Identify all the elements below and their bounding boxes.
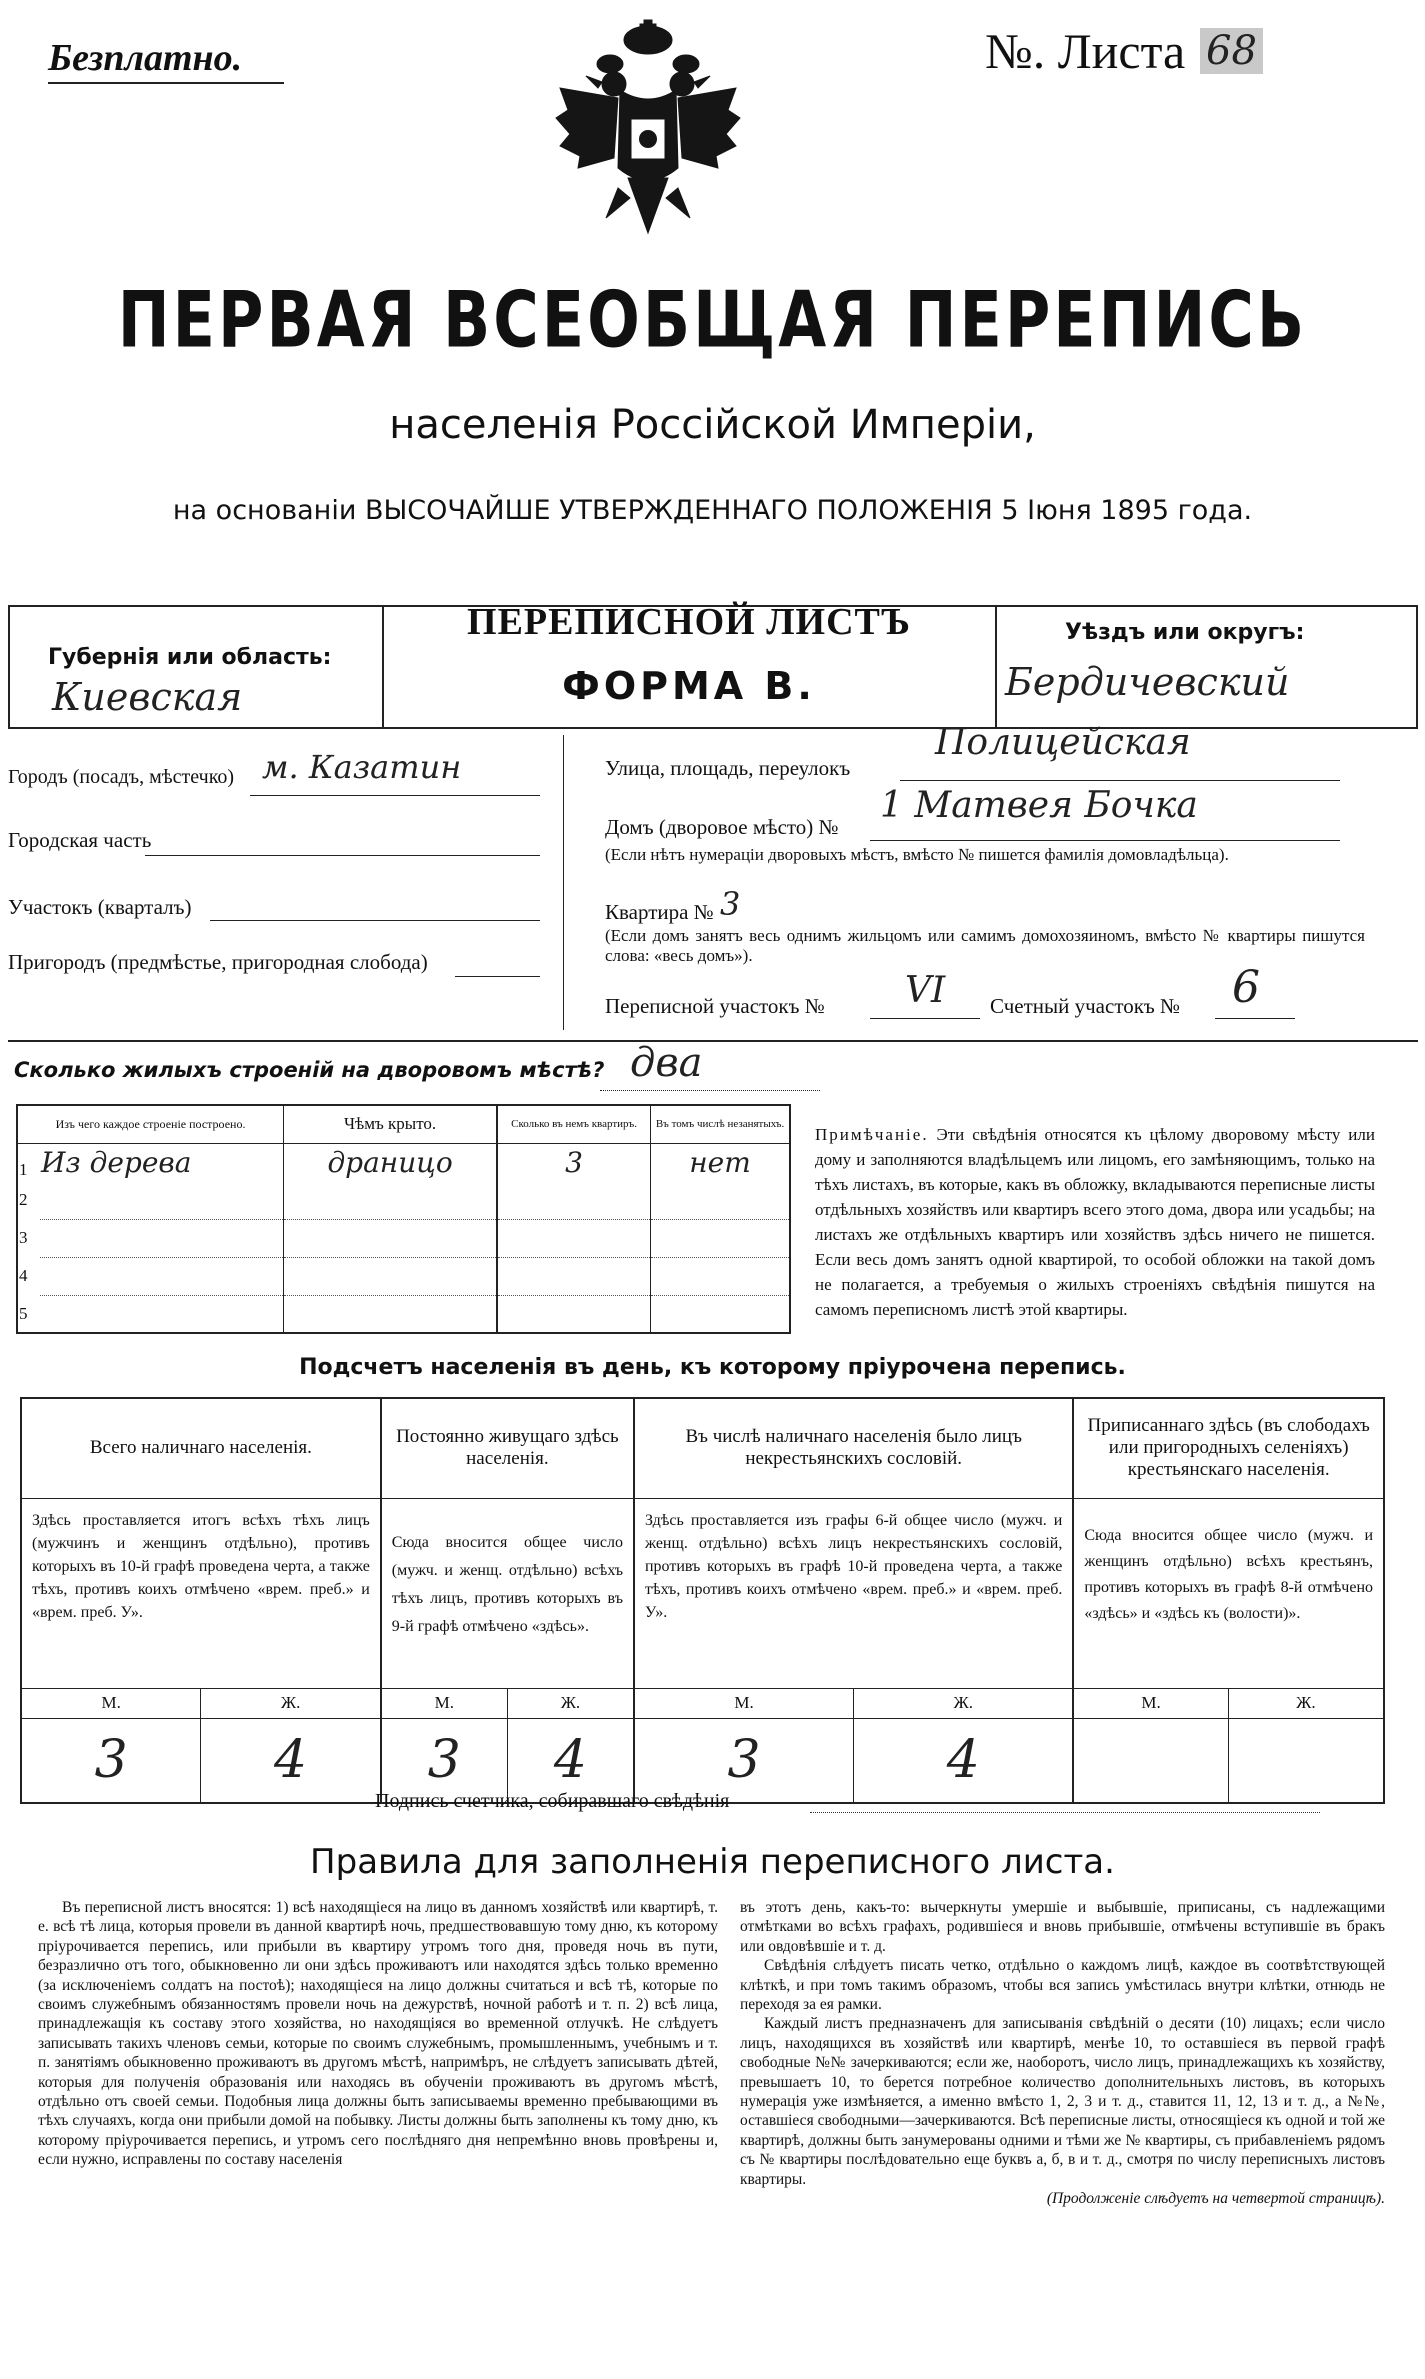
prigorod-label: Пригородъ (предмѣстье, пригородная слобода) bbox=[8, 950, 428, 974]
pop-permanent-m: 3 bbox=[381, 1718, 508, 1803]
buildings-col-roof: Чѣмъ крыто. bbox=[284, 1105, 498, 1143]
pop-m-label: М. bbox=[21, 1688, 201, 1718]
section-separator bbox=[8, 1040, 1418, 1042]
city-label: Городъ (посадъ, мѣстечко) bbox=[8, 766, 235, 788]
city-part-label: Городская часть bbox=[8, 828, 152, 852]
cell-apartments bbox=[497, 1181, 651, 1219]
pop-col-permanent-text: Сюда вносится общее число (мужч. и женщ. отдѣльно) всѣхъ тѣхъ лицъ, противъ которыхъ въ 9-й графѣ отмѣчено «здѣсь». bbox=[381, 1498, 634, 1688]
buildings-col-material: Изъ чего каждое строеніе построено. bbox=[17, 1105, 284, 1143]
apartment-label: Квартира № bbox=[605, 900, 714, 924]
population-table bbox=[20, 1397, 1385, 1804]
row-number: 1 bbox=[19, 1160, 28, 1179]
buildings-note-text: Эти свѣдѣнія относятся къ цѣлому дворовому мѣсту или дому и заполняются владѣльцемъ или лицомъ, его замѣняющимъ, только на тѣхъ листахъ, въ которые, какъ въ обложку, вкладываются переписные листы отдѣльныхъ хозяйствъ или квартиръ всего этого дома, двора или усадьбы; на листахъ же отдѣльныхъ квартиръ или хозяйствъ здѣсь ничего не пишется. Если весь домъ занятъ одной квартирой, то особой обложки на такой домъ не полагается, а требуемыя о жилыхъ строеніяхъ свѣдѣнія пишутся на самомъ переписномъ листѣ этой квартиры. bbox=[815, 1125, 1375, 1319]
house-value: 1 Матвея Бочка bbox=[880, 785, 1198, 826]
row-number: 5 bbox=[19, 1303, 28, 1323]
sheet-number-label: №. Листа bbox=[985, 23, 1186, 79]
pop-col-peasant-head: Приписаннаго здѣсь (въ слободахъ или пригородныхъ селеніяхъ) крестьянскаго населенія. bbox=[1073, 1398, 1384, 1498]
city-part-line bbox=[145, 855, 540, 856]
pop-f-label: Ж. bbox=[854, 1688, 1074, 1718]
buildings-note bbox=[815, 1122, 1375, 1322]
population-title: Подсчетъ населенія въ день, къ которому пріурочена перепись. bbox=[299, 1355, 1126, 1380]
cell-roof bbox=[284, 1295, 498, 1333]
cell-apartments bbox=[497, 1257, 651, 1295]
apartment-note: (Если домъ занятъ весь однимъ жильцомъ или самимъ домохозяиномъ, вмѣсто № квартиры пишутся слова: «весь домъ»). bbox=[605, 926, 1365, 965]
buildings-question: Сколько жилыхъ строеній на дворовомъ мѣстѣ? bbox=[14, 1058, 605, 1082]
free-underline bbox=[48, 82, 284, 84]
table-row bbox=[17, 1257, 790, 1295]
signature-line bbox=[810, 1812, 1320, 1813]
city-line bbox=[250, 795, 540, 796]
census-subtitle: населенія Россійской Имперіи, bbox=[389, 402, 1036, 448]
rules-paragraph: Каждый листъ предназначенъ для записыванія свѣдѣній о десяти (10) лицахъ; если число лицъ, находящихся въ хозяйствѣ или квартирѣ, менѣе 10, то оставшіеся въ первой графѣ свободные №№ зачеркиваются; если же, наоборотъ, число лицъ, принадлежащихъ къ хозяйству, превышаетъ 10, то берется потребное количество дополнительныхъ листовъ, въ которыхъ нумерація уже измѣняется, а именно вмѣсто 1, 2, 3 и т. д., ставится 11, 12, 13 и т. д., а №№, оставшіеся свободными—зачеркиваются. Всѣ переписные листы, относящіеся къ одной и той же квартирѣ, должны быть занумерованы одними и тѣми же № квартиры, съ прибавленіемъ рядомъ съ № квартиры послѣдовательно еще буквъ а, б, в и т. д., смотря по числу переписныхъ листовъ квартиры. bbox=[740, 2015, 1385, 2188]
rules-paragraph: Свѣдѣнія слѣдуетъ писать четко, отдѣльно о каждомъ лицѣ, каждое въ соотвѣтствующей клѣткѣ, и при томъ такимъ образомъ, чтобы вся запись умѣстилась внутри клѣтки, отнюдь не переходя за ея рамки. bbox=[740, 1957, 1385, 2014]
row-number: 4 bbox=[19, 1266, 28, 1285]
prigorod-line bbox=[455, 976, 540, 977]
count-district-value: 6 bbox=[1232, 962, 1260, 1013]
sheet-number-value: 68 bbox=[1200, 28, 1263, 74]
count-district-line bbox=[1215, 1018, 1295, 1019]
street-value: Полицейская bbox=[935, 722, 1191, 763]
pop-total-m: 3 bbox=[21, 1718, 201, 1803]
pop-m-label: М. bbox=[1073, 1688, 1228, 1718]
pop-peasant-f bbox=[1228, 1718, 1384, 1803]
table-row bbox=[17, 1219, 790, 1257]
address-divider bbox=[563, 735, 564, 1030]
cell-roof: драницо bbox=[284, 1143, 498, 1181]
cell-apartments bbox=[497, 1219, 651, 1257]
buildings-col-apartments: Сколько въ немъ квартиръ. bbox=[497, 1105, 651, 1143]
census-district-line bbox=[870, 1018, 980, 1019]
form-title: ПЕРЕПИСНОЙ ЛИСТЪ bbox=[467, 601, 911, 643]
gubernia-value: Киевская bbox=[52, 675, 243, 719]
street-label: Улица, площадь, переулокъ bbox=[605, 756, 851, 780]
cell-material bbox=[40, 1181, 284, 1219]
pop-f-label: Ж. bbox=[507, 1688, 634, 1718]
buildings-answer-line bbox=[600, 1090, 820, 1091]
table-row bbox=[17, 1143, 790, 1181]
free-label: Безплатно. bbox=[48, 37, 243, 79]
cell-vacant: нет bbox=[689, 1145, 751, 1179]
rules-title: Правила для заполненія переписного листа. bbox=[310, 1842, 1115, 1882]
cell-roof bbox=[284, 1181, 498, 1219]
form-subtitle: ФОРМА В. bbox=[562, 664, 816, 708]
uchastok-label: Участокъ (кварталъ) bbox=[8, 895, 192, 919]
rules-left-column: Въ переписной листъ вносятся: 1) всѣ находящіеся на лицо въ данномъ хозяйствѣ или квартирѣ, т. е. всѣ тѣ лица, которыя провели въ данной квартирѣ ночь, предшествовавшую тому дню, къ которому пріурочивается перепись, или прибыли въ квартиру утромъ того дня, проведя ночь въ пути, безразлично отъ того, обыкновенно ли они здѣсь проживаютъ или находятся здѣсь только временно (за исключеніемъ солдатъ на постоѣ); находящіеся на лицо должны считаться и всѣ тѣ, которые по своимъ служебнымъ обязанностямъ провели ночь на дежурствѣ, ночной работѣ и т. п. 2) всѣ лица, принадлежащія къ составу этого хозяйства, но находящіяся во временной отлучкѣ. Не слѣдуетъ записывать такихъ членовъ семьи, которые по своимъ служебнымъ, промышленнымъ, учебнымъ и т. п. занятіямъ обыкновенно проживаютъ въ другомъ мѣстѣ, напримѣръ, не слѣдуетъ записывать дѣтей, которыя для полученія образованія или находясь въ обученіи проживаютъ въ другомъ мѣстѣ, отдѣльно отъ своей семьи. Подобныя лица должны быть записываемы временно пребывающими въ тѣхъ случаяхъ, когда они прибыли домой на побывку. Листы должны быть заполнены къ тому дню, къ которому пріурочивается перепись, и утромъ сего послѣдняго дня непремѣнно вновь провѣрены и, если нужно, исправлены по составу населенія bbox=[38, 1899, 718, 2169]
row-number: 2 bbox=[19, 1190, 28, 1209]
census-district-value: VI bbox=[905, 970, 946, 1011]
apartment-value: 3 bbox=[720, 885, 741, 923]
house-note: (Если нѣтъ нумераціи дворовыхъ мѣстъ, вмѣсто № пишется фамилія домовладѣльца). bbox=[605, 845, 1229, 864]
gubernia-label: Губернія или область: bbox=[48, 645, 332, 670]
basis-line: на основаніи ВЫСОЧАЙШЕ УТВЕРЖДЕННАГО ПОЛОЖЕНІЯ 5 Іюня 1895 года. bbox=[172, 495, 1253, 526]
buildings-col-vacant: Въ томъ числѣ незанятыхъ. bbox=[651, 1105, 790, 1143]
buildings-table bbox=[16, 1104, 791, 1334]
pop-m-label: М. bbox=[634, 1688, 854, 1718]
cell-roof bbox=[284, 1257, 498, 1295]
uezd-label: Уѣздъ или округъ: bbox=[1065, 620, 1305, 645]
cell-vacant bbox=[651, 1295, 790, 1333]
pop-f-label: Ж. bbox=[201, 1688, 381, 1718]
street-line bbox=[900, 780, 1340, 781]
house-label: Домъ (дворовое мѣсто) № bbox=[605, 815, 839, 839]
cell-material bbox=[40, 1295, 284, 1333]
pop-total-f: 4 bbox=[201, 1718, 381, 1803]
city-value: м. Казатин bbox=[262, 748, 462, 786]
rules-right-column bbox=[740, 1898, 1385, 2209]
pop-nonpeasant-m: 3 bbox=[634, 1718, 854, 1803]
row-number: 3 bbox=[19, 1228, 28, 1247]
cell-material bbox=[40, 1257, 284, 1295]
pop-permanent-f: 4 bbox=[507, 1718, 634, 1803]
rules-continued: (Продолженіе слѣдуетъ на четвертой страницѣ). bbox=[1046, 2190, 1385, 2208]
cell-vacant bbox=[651, 1219, 790, 1257]
count-district-label: Счетный участокъ № bbox=[990, 994, 1181, 1018]
pop-f-label: Ж. bbox=[1228, 1688, 1384, 1718]
buildings-note-title: Примѣчаніе. bbox=[815, 1125, 929, 1144]
pop-col-peasant-text: Сюда вносится общее число (мужч. и женщинъ отдѣльно) всѣхъ крестьянъ, противъ которыхъ въ графѣ 8-й отмѣчено «здѣсь» и «здѣсь къ (волости)». bbox=[1073, 1498, 1384, 1688]
signature-label: Подпись счетчика, собиравшаго свѣдѣнія bbox=[375, 1790, 730, 1812]
form-header-divider-right bbox=[995, 605, 997, 729]
imperial-eagle-emblem bbox=[548, 18, 748, 247]
pop-col-permanent-head: Постоянно живущаго здѣсь населенія. bbox=[381, 1398, 634, 1498]
cell-apartments bbox=[497, 1295, 651, 1333]
table-row bbox=[17, 1181, 790, 1219]
cell-material: Из дерева bbox=[40, 1143, 284, 1181]
cell-apartments: 3 bbox=[497, 1143, 651, 1181]
table-row bbox=[17, 1295, 790, 1333]
census-title: ПЕРВАЯ ВСЕОБЩАЯ ПЕРЕПИСЬ bbox=[117, 273, 1308, 366]
house-line bbox=[870, 840, 1340, 841]
uezd-value: Бердичевский bbox=[1005, 660, 1290, 704]
cell-vacant bbox=[651, 1181, 790, 1219]
cell-material bbox=[40, 1219, 284, 1257]
pop-m-label: М. bbox=[381, 1688, 508, 1718]
uchastok-line bbox=[210, 920, 540, 921]
census-district-label: Переписной участокъ № bbox=[605, 994, 825, 1018]
pop-col-nonpeasant-head: Въ числѣ наличнаго населенія было лицъ некрестьянскихъ сословій. bbox=[634, 1398, 1073, 1498]
pop-col-total-head: Всего наличнаго населенія. bbox=[21, 1398, 381, 1498]
cell-roof bbox=[284, 1219, 498, 1257]
rules-paragraph: въ этотъ день, какъ-то: вычеркнуты умершіе и выбывшіе, приписаны, съ надлежащими отмѣтками во всѣхъ графахъ, родившіеся и вновь прибывшіе, отмѣчены вступившіе въ бракъ или овдовѣвшіе и т. д. bbox=[740, 1899, 1385, 1955]
pop-col-nonpeasant-text: Здѣсь проставляется изъ графы 6-й общее число (мужч. и женщ. отдѣльно) всѣхъ лицъ некрестьянскихъ сословій, противъ которыхъ въ графѣ 10-й проведена черта, а также тѣхъ, противъ коихъ отмѣчено «врем. преб.» и «врем. преб. У». bbox=[634, 1498, 1073, 1688]
pop-peasant-m bbox=[1073, 1718, 1228, 1803]
pop-col-total-text: Здѣсь проставляется итогъ всѣхъ тѣхъ лицъ (мужчинъ и женщинъ отдѣльно), противъ которыхъ въ 10-й графѣ проведена черта, а также тѣхъ, противъ коихъ отмѣчено «врем. преб.» и «врем. преб. У». bbox=[21, 1498, 381, 1688]
buildings-answer: два bbox=[630, 1040, 703, 1086]
pop-nonpeasant-f: 4 bbox=[854, 1718, 1074, 1803]
cell-vacant bbox=[651, 1257, 790, 1295]
